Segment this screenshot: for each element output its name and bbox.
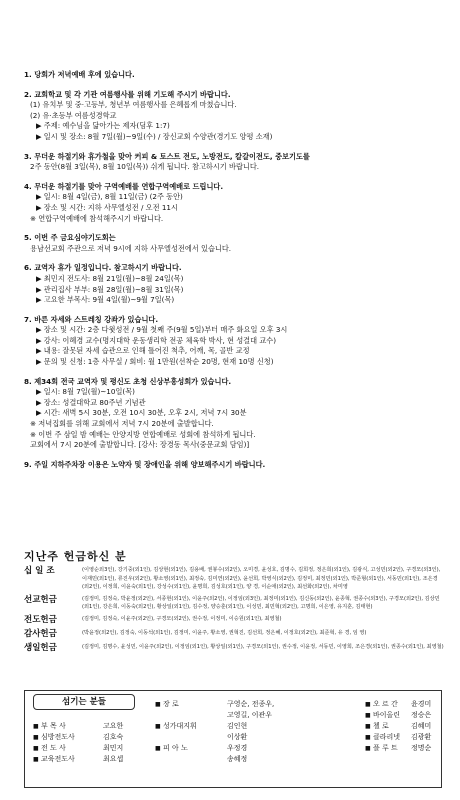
servers-title: 섬기는 분들 xyxy=(33,694,135,710)
server-role: 플 루 트 xyxy=(373,744,398,752)
server-row xyxy=(155,710,285,721)
server-role: 전 도 사 xyxy=(41,744,66,752)
bullet-icon: ■ xyxy=(365,734,371,741)
server-role: 바이올린 xyxy=(373,711,401,719)
server-role xyxy=(163,732,227,743)
offering-row xyxy=(24,566,444,592)
server-name: 우정경 xyxy=(227,744,248,752)
notices-section xyxy=(24,70,444,479)
notice-item xyxy=(24,377,444,451)
offering-row xyxy=(24,595,444,612)
offering-names: (박윤정(외2인), 김정숙, 이동석(외1인), 김정미, 이윤주, 황소영, 권혁진, 김선희, 정은혜, 이정호(외2인), 최준혁, 유 경, 임 영) xyxy=(82,629,367,636)
offering-row xyxy=(24,629,444,640)
bullet-icon: ■ xyxy=(365,701,371,708)
server-row xyxy=(365,732,439,743)
notice-line: 2주 동안(8월 3일(목), 8월 10일(목)) 쉬게 됩니다. 참고하시기 바랍니다. xyxy=(30,162,260,172)
server-row xyxy=(365,743,439,754)
server-row xyxy=(365,710,439,721)
server-name: 이상환 xyxy=(227,733,248,741)
bullet-icon: ■ xyxy=(155,723,161,730)
notice-item xyxy=(24,70,444,81)
server-role: 피 아 노 xyxy=(163,744,188,752)
notice-line: ▶ 문의 및 신청: 1층 사무실 / 회비: 월 1만원(선착순 20명, 현재 10명 신청) xyxy=(36,357,274,367)
notice-line: ▶ 일시: 8월 7일(월)~10일(목) xyxy=(36,387,135,397)
server-row xyxy=(33,732,151,743)
server-role: 심방전도사 xyxy=(41,733,75,741)
notice-line: ▶ 장소 및 시간: 지하 사무엘성전 / 오전 11시 xyxy=(36,202,178,212)
server-name: 정승은 xyxy=(411,711,432,719)
notice-item xyxy=(24,182,444,224)
servers-column-2 xyxy=(155,699,285,765)
offering-category: 선교헌금 xyxy=(24,594,57,605)
offering-names: (이영순외3인), 강기중(외1인), 김상현(외1인), 김용배, 권봉수(외2인), 오미경, 윤성호, 김명수, 김희정, 정은희(외1인), 김광식, 고성민(외2인), 구경모(외3인), 이재민(외1인), 류진우(외2인), 황소영(외1인), 최정숙, 김미연(외2인), 윤선희, 박영식(외2인), 김정미, 최정민(외1인), 박준형(외1인), 서동민(외1인), 조은경(외2인), 이정희, 이윤숙(외1인), 강성수(외1인), 윤명희, 김성호(외1인), 양 경, 이순애(외2인), 최선화(외2인), 차미영 xyxy=(82,567,441,591)
offering-names: (김정미, 김정숙, 이윤주(외2인), 구경모(외2인), 권수정, 이정미, 이승원(외1인), 최영철) xyxy=(82,615,282,622)
server-name: 고요한 xyxy=(103,722,124,730)
server-role: 교육전도사 xyxy=(41,755,75,763)
notice-line: 5. 이번 주 금요심야기도회는 xyxy=(24,233,116,243)
offering-category: 생일헌금 xyxy=(24,642,57,653)
notice-line: (2) 유·초등부 여름성경학교 xyxy=(30,110,117,120)
bullet-icon: ■ xyxy=(365,745,371,752)
server-row xyxy=(155,732,285,743)
notice-line: ▶ 강사: 이혜경 교수(명지대학 운동생리학 전공 체육학 박사, 현 성결대 교수) xyxy=(36,335,277,345)
notice-line: ▶ 일시: 8월 4일(금), 8월 11일(금) (2주 동안) xyxy=(36,192,183,202)
offering-names: (김정미, 김정숙, 박윤정(외2인), 서종현(외1인), 이윤주(외2인), 이정임(외3인), 최정미(외1인), 김신동(외2인), 윤종혁, 권종수(외3인), 구경모(외2인), 김상민(외1인), 강은희, 이동숙(외2인), 황상일(외1인), 김수정, 양승훈(외1인), 이성민, 최민혁(외2인), 고명희, 이은영, 유지훈, 김태현) xyxy=(82,595,440,611)
server-row xyxy=(155,721,285,732)
server-name: 윤경미 xyxy=(411,700,432,708)
offering-category: 전도헌금 xyxy=(24,614,57,625)
server-role: 장 로 xyxy=(163,700,179,708)
offerings-section xyxy=(24,566,444,657)
bullet-icon xyxy=(155,732,163,743)
notice-line: ※ 이번 주 삼일 밤 예배는 안양지방 연합예배로 성회에 참석하게 됩니다. xyxy=(30,429,256,439)
bullet-icon: ■ xyxy=(33,734,39,741)
notice-item xyxy=(24,460,444,471)
bullet-icon: ■ xyxy=(33,756,39,763)
notice-line: ▶ 내용: 잘못된 자세 습관으로 인해 틀어진 척추, 어깨, 목, 골반 교정 xyxy=(36,346,250,356)
notice-item xyxy=(24,263,444,305)
notice-line: 9. 주일 지하주차장 이용은 노약자 및 장애인을 위해 양보해주시기 바랍니다. xyxy=(24,459,266,469)
bullet-icon xyxy=(155,710,163,721)
servers-box xyxy=(24,690,442,788)
servers-column-1 xyxy=(33,721,151,765)
server-role: 성가대지휘 xyxy=(163,722,197,730)
server-role: 클라리넷 xyxy=(373,733,401,741)
server-role: 오 르 간 xyxy=(373,700,398,708)
bullet-icon: ■ xyxy=(365,712,371,719)
notice-item xyxy=(24,315,444,368)
server-name: 최요셉 xyxy=(103,755,124,763)
notice-item xyxy=(24,152,444,173)
server-name: 송혜정 xyxy=(227,755,248,763)
notice-line: ▶ 고요한 부목사: 9월 4일(월)~9월 7일(목) xyxy=(36,295,175,305)
notice-line: 용남선교회 주관으로 저녁 9시에 지하 사무엘성전에서 있습니다. xyxy=(30,243,232,253)
bullet-icon: ■ xyxy=(155,701,161,708)
notice-line: ▶ 최민지 전도사: 8월 21일(월)~8월 24일(목) xyxy=(36,273,184,283)
bullet-icon: ■ xyxy=(155,745,161,752)
bullet-icon: ■ xyxy=(33,723,39,730)
notice-line: ▶ 장소: 성결대학교 80주년 기념관 xyxy=(36,397,146,407)
notice-line: ※ 연합구역예배에 참석해주시기 바랍니다. xyxy=(30,213,164,223)
notice-line: ▶ 일시 및 장소: 8월 7일(월)~9일(수) / 장신교회 수양관(경기도 양평 소재) xyxy=(36,131,273,141)
bullet-icon: ■ xyxy=(33,745,39,752)
server-row xyxy=(155,699,285,710)
offering-row xyxy=(24,615,444,626)
server-name: 최민지 xyxy=(103,744,124,752)
notice-line: 4. 무더운 하절기를 맞아 구역예배를 연합구역예배로 드립니다. xyxy=(24,181,224,191)
notice-line: 8. 제34회 전국 교역자 및 평신도 초청 신상부흥성회가 있습니다. xyxy=(24,376,232,386)
offering-category: 십 일 조 xyxy=(24,566,55,576)
server-row xyxy=(365,721,439,732)
notice-line: 7. 바른 자세와 스트레칭 강좌가 있습니다. xyxy=(24,314,159,324)
server-row xyxy=(365,699,439,710)
server-role xyxy=(163,754,227,765)
offering-category: 감사헌금 xyxy=(24,628,57,639)
server-name: 정명순 xyxy=(411,744,432,752)
offerings-title: 지난주 헌금하신 분 xyxy=(24,550,127,563)
offering-names: (김정미, 김명수, 윤성민, 이윤주(외2인), 이정임(외1인), 황상일(외1인), 구경모(외1인), 권수정, 이윤정, 서동민, 이영희, 조은경(외1인), 권종수(외1인), 최영철) xyxy=(82,643,444,650)
server-name: 김인현 xyxy=(227,722,248,730)
notice-line: ▶ 주제: 예수님을 닮아가는 제자(딤후 1:7) xyxy=(36,121,170,131)
server-row xyxy=(33,754,151,765)
server-row xyxy=(155,743,285,754)
notice-item xyxy=(24,233,444,254)
notice-line: ※ 저녁집회를 위해 교회에서 저녁 7시 20분에 출발합니다. xyxy=(30,419,214,429)
server-name: 김혜미 xyxy=(411,722,432,730)
notice-line: ▶ 장소 및 시간: 2층 다윗성전 / 9월 첫째 주(9월 5일)부터 매주 화요일 오후 3시 xyxy=(36,325,288,335)
server-role xyxy=(163,710,227,721)
server-role: 부 목 사 xyxy=(41,722,66,730)
server-name: 김광환 xyxy=(411,733,432,741)
notice-item xyxy=(24,90,444,143)
notice-line: 2. 교회학교 및 각 기관 여름행사를 위해 기도해 주시기 바랍니다. xyxy=(24,89,231,99)
server-name: 김호숙 xyxy=(103,733,124,741)
server-name: 구영순, 전종우, xyxy=(227,700,275,708)
notice-line: 1. 당회가 저녁예배 후에 있습니다. xyxy=(24,70,135,79)
bullet-icon xyxy=(155,754,163,765)
notice-line: ▶ 시간: 새벽 5시 30분, 오전 10시 30분, 오후 2시, 저녁 7시 30분 xyxy=(36,408,247,418)
servers-column-4 xyxy=(365,699,439,754)
server-name: 고영길, 이관우 xyxy=(227,711,273,719)
offering-row xyxy=(24,643,444,654)
server-role: 첼 로 xyxy=(373,722,389,730)
notice-line: (1) 유치부 및 중·고등부, 청년부 여름행사를 은혜롭게 마쳤습니다. xyxy=(30,100,237,110)
bullet-icon: ■ xyxy=(365,723,371,730)
server-row xyxy=(33,743,151,754)
notice-line: 3. 무더운 하절기와 휴가철을 맞아 커피 & 토스트 전도, 노방전도, 칼갈이전도, 중보기도를 xyxy=(24,151,310,161)
server-row xyxy=(33,721,151,732)
notice-line: 교회에서 7시 20분에 출발합니다. [강사: 장경동 목사(중문교회 담임)] xyxy=(30,440,250,450)
notice-line: 6. 교역자 휴가 일정입니다. 참고하시기 바랍니다. xyxy=(24,263,182,273)
notice-line: ▶ 관리집사 부부: 8월 28일(월)~8월 31일(목) xyxy=(36,284,184,294)
server-row xyxy=(155,754,285,765)
